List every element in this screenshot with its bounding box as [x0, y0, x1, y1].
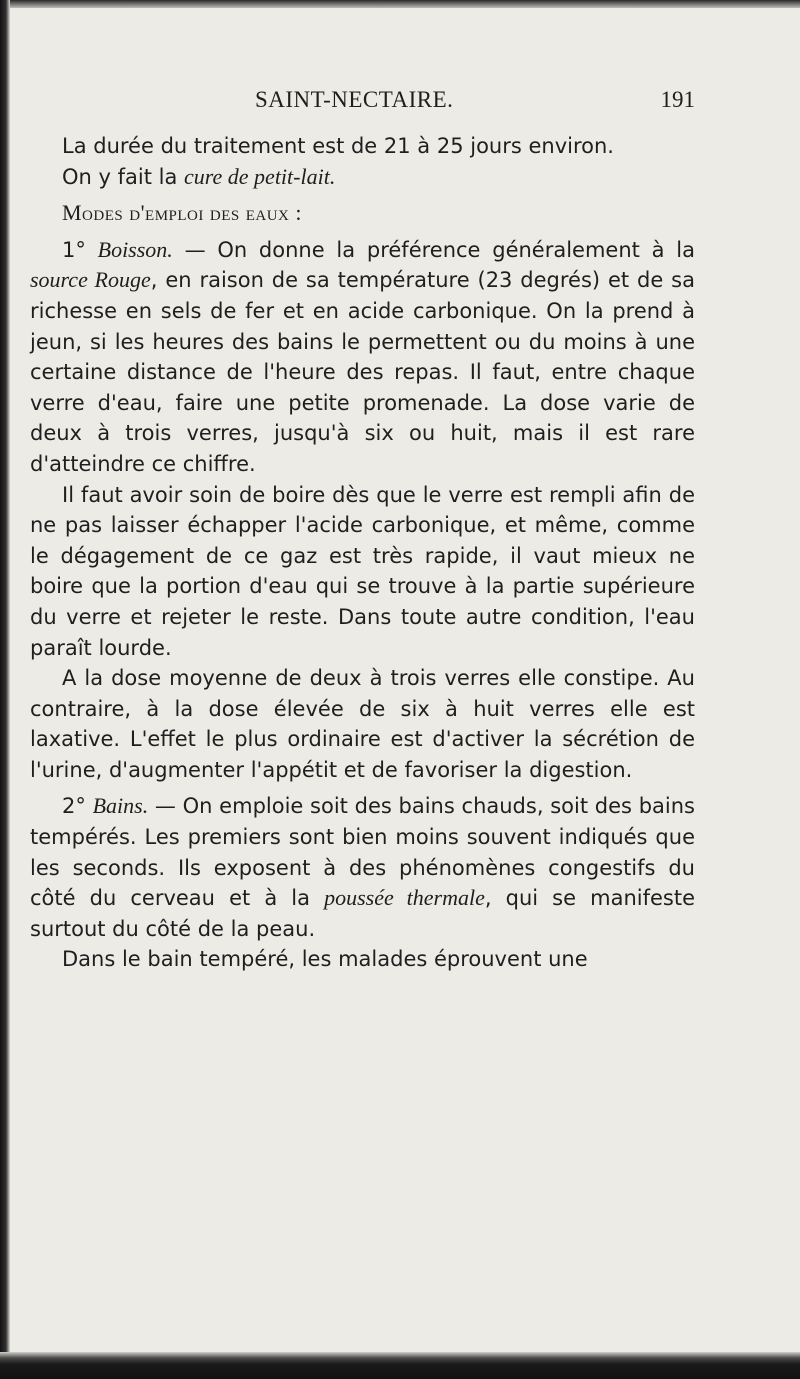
- cure-term: cure de petit-lait.: [184, 163, 336, 189]
- scan-bottom-edge: [0, 1352, 800, 1379]
- paragraph-bain-tempere: Dans le bain tempéré, les malades éprouvent une: [62, 947, 588, 972]
- boisson-term: Boisson.: [97, 236, 173, 262]
- paragraph-bains: 2° Bains. — On emploie soit des bains chauds, soit des bains tempérés. Les premiers sont bien moins souvent indiqués que les seconds. Ils exposent à des phénomènes congestifs du côté du cerveau et à la poussée thermale, qui se manifeste surtout du côté de la peau.: [30, 793, 696, 941]
- running-head: SAINT-NECTAIRE.: [255, 87, 454, 112]
- section-heading: Modes d'emploi des eaux :: [62, 200, 302, 226]
- paragraph-boisson: 1° Boisson. — On donne la préférence généralement à la source Rouge, en raison de sa température (23 degrés) et de sa richesse en sels de fer et en acide carbonique. On la prend à jeun, si les heures des bains le permettent ou du moins à une certaine distance de l'heure des repas. Il faut, entre chaque verre d'eau, faire une petite promenade. La dose varie de deux à trois verres, jusqu'à six ou huit, mais il est rare d'atteindre ce chiffre.: [30, 236, 695, 476]
- page-header: [30, 87, 695, 121]
- poussee-thermale-term: poussée thermale: [324, 885, 485, 911]
- scan-top-edge: [0, 0, 800, 8]
- paragraph-duration: La durée du traitement est de 21 à 25 jours environ.: [62, 134, 614, 158]
- scan-left-edge: [0, 0, 10, 1379]
- bains-term: Bains.: [92, 793, 149, 819]
- source-rouge-term: source Rouge: [30, 267, 151, 293]
- body-text: [30, 131, 695, 975]
- paragraph-cure: On y fait la cure de petit-lait.: [62, 163, 336, 189]
- paragraph-dose: A la dose moyenne de deux à trois verres elle constipe. Au contraire, à la dose élevée de six à huit verres elle est laxative. L'effet le plus ordinaire est d'activer la sécrétion de l'urine, d'augmenter l'appétit et de favoriser la digestion.: [30, 666, 695, 782]
- page-number: 191: [660, 87, 695, 112]
- paragraph-soin: Il faut avoir soin de boire dès que le verre est rempli afin de ne pas laisser échapper l'acide carbonique, et même, comme le dégagement de ce gaz est très rapide, il vaut mieux ne boire que la portion d'eau qui se trouve à la partie supérieure du verre et rejeter le reste. Dans toute autre condition, l'eau paraît lourde.: [30, 482, 695, 660]
